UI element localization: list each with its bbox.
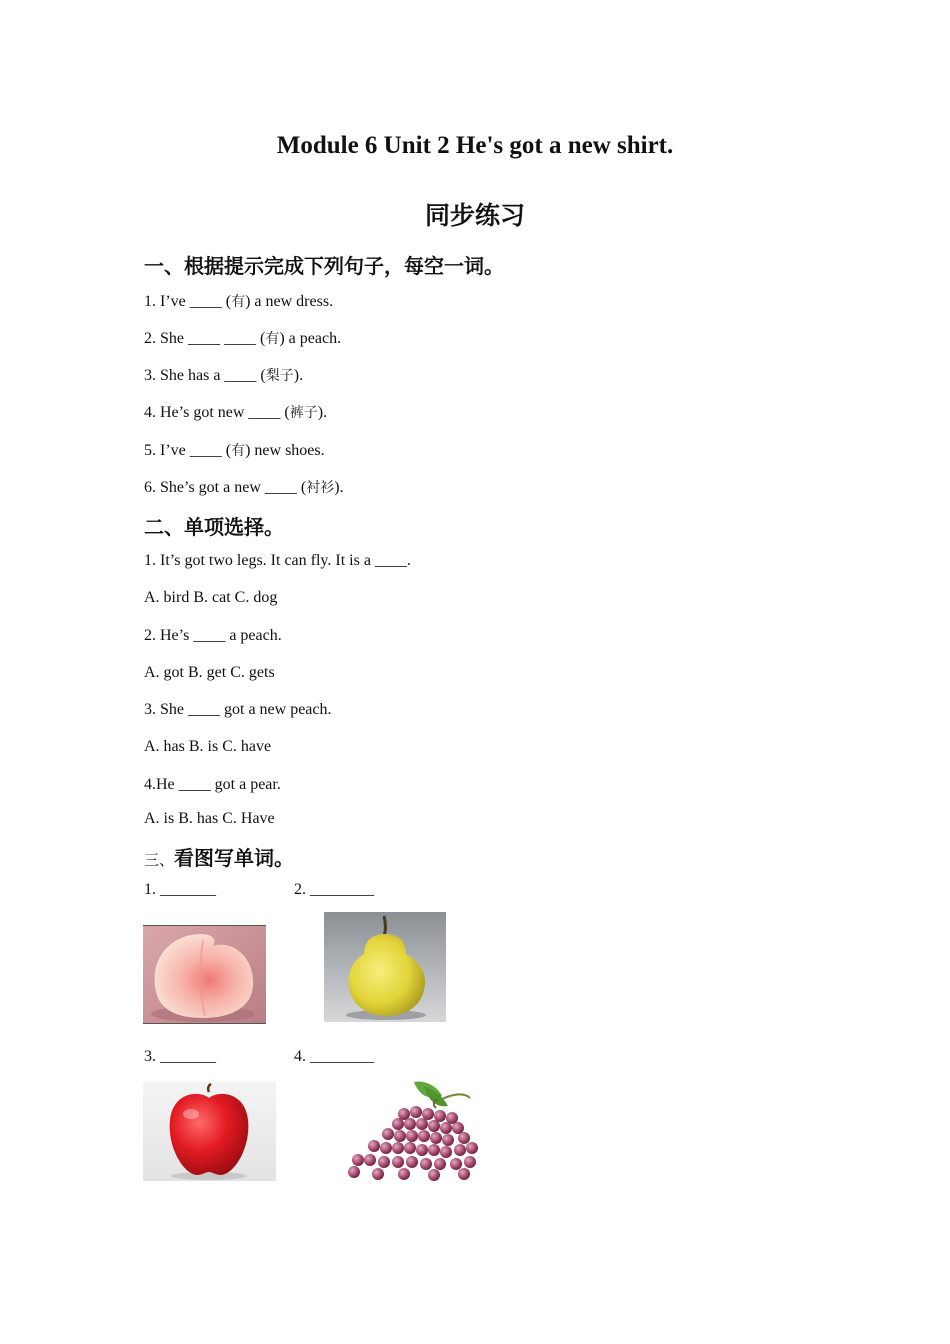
- fill-item-hint: 裤子: [289, 405, 318, 421]
- fill-item-text: ).: [317, 404, 328, 421]
- fill-item-3: [144, 365, 303, 385]
- page-subtitle: 同步练习: [424, 201, 525, 230]
- question-4-options: A. is B. has C. Have: [144, 810, 275, 827]
- fill-item-text: 3. She has a ____ (: [144, 367, 266, 384]
- fill-item-hint: 有: [265, 331, 280, 347]
- section3-heading: [144, 842, 294, 871]
- fill-item-hint: 梨子: [265, 368, 294, 384]
- fill-item-text: ).: [334, 479, 344, 496]
- picture-blank-4: 4. ________: [294, 1048, 374, 1065]
- question-3: 3. She ____ got a new peach.: [144, 701, 332, 718]
- fill-item-text: 1. I’ve ____ (: [144, 293, 232, 310]
- fill-item-text: ) a new dress.: [245, 293, 334, 310]
- grapes-picture: [344, 1078, 484, 1181]
- grapes-icon: [344, 1078, 484, 1181]
- fill-item-text: ).: [293, 367, 304, 384]
- peach-icon: [143, 926, 266, 1023]
- page-title: Module 6 Unit 2 He's got a new shirt.: [276, 132, 674, 159]
- fill-item-text: ) new shoes.: [245, 442, 325, 459]
- section3-heading-text: 看图写单词。: [174, 846, 295, 870]
- apple-picture: [143, 1082, 276, 1181]
- question-1: 1. It’s got two legs. It can fly. It is a ____.: [144, 552, 411, 569]
- pear-icon: [324, 912, 446, 1022]
- pear-picture: [324, 912, 446, 1022]
- question-4: 4.He ____ got a pear.: [144, 776, 281, 793]
- fill-item-6: [144, 477, 344, 497]
- question-2-options: A. got B. get C. gets: [144, 664, 275, 681]
- fill-item-hint: 有: [231, 443, 246, 459]
- question-2: 2. He’s ____ a peach.: [144, 627, 282, 644]
- fill-item-text: 2. She ____ ____ (: [144, 330, 266, 347]
- fill-item-1: [144, 291, 333, 311]
- section1-heading: 一、根据提示完成下列句子，每空一词。: [144, 254, 504, 278]
- fill-item-text: 5. I’ve ____ (: [144, 442, 232, 459]
- picture-blank-3: 3. _______: [144, 1048, 216, 1065]
- fill-item-4: [144, 402, 327, 422]
- fill-item-text: ) a peach.: [279, 330, 342, 347]
- fill-item-5: [144, 440, 325, 460]
- section3-heading-prefix: 三、: [144, 851, 175, 869]
- fill-item-text: 4. He’s got new ____ (: [144, 404, 290, 421]
- fill-item-text: 6. She’s got a new ____ (: [144, 479, 307, 496]
- fill-item-2: [144, 328, 341, 348]
- apple-icon: [143, 1082, 276, 1181]
- fill-item-hint: 有: [231, 294, 246, 310]
- question-1-options: A. bird B. cat C. dog: [144, 589, 278, 606]
- fill-item-hint: 衬衫: [306, 480, 335, 496]
- section2-heading: 二、单项选择。: [144, 515, 284, 539]
- question-3-options: A. has B. is C. have: [144, 738, 272, 755]
- picture-blank-2: 2. ________: [294, 881, 374, 898]
- peach-picture: [143, 925, 266, 1024]
- picture-blank-1: 1. _______: [144, 881, 216, 898]
